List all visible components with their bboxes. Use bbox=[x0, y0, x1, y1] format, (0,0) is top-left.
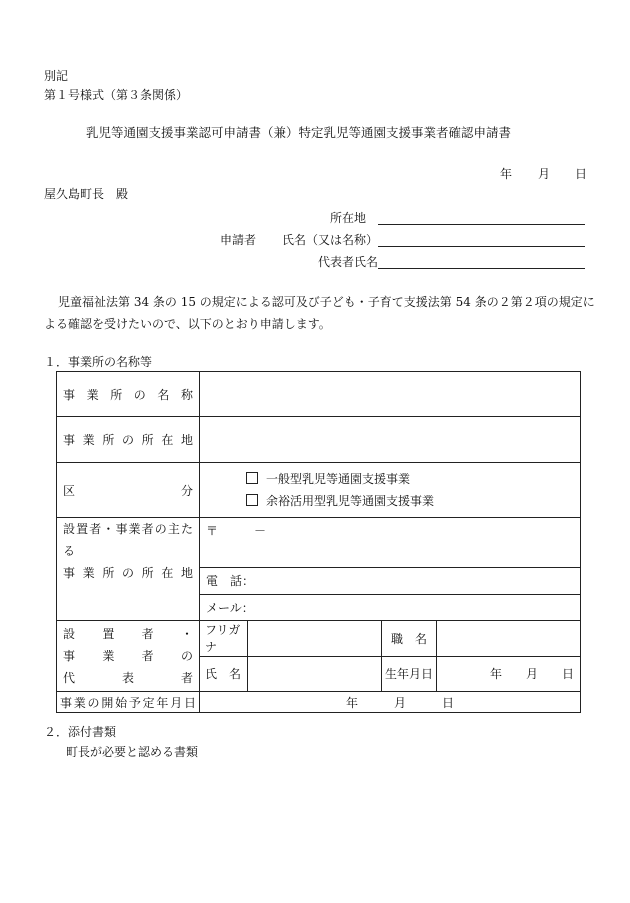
category-options bbox=[200, 463, 581, 518]
intro-line-2: よる確認を受けたいので、以下のとおり申請します。 bbox=[44, 317, 331, 331]
category-label: 区分 bbox=[57, 463, 200, 518]
representative-cell bbox=[57, 621, 200, 692]
mail-field[interactable]: メール： bbox=[200, 594, 581, 620]
date-month: 月 bbox=[538, 167, 551, 181]
addressee: 屋久島町長 殿 bbox=[44, 187, 129, 201]
attachment-item: 町長が必要と認める書類 bbox=[66, 745, 199, 759]
name-label: 氏名（又は名称） bbox=[282, 233, 379, 247]
representative-label: 代表者氏名 bbox=[318, 255, 379, 269]
office-name-field[interactable] bbox=[200, 372, 581, 417]
date-day: 日 bbox=[575, 167, 588, 181]
option-general[interactable]: 一般型乳児等通園支援事業 bbox=[246, 468, 580, 490]
start-date-label: 事業の開始予定年月日 bbox=[57, 692, 200, 713]
postal-code-field[interactable]: 〒 － bbox=[200, 518, 581, 568]
birth-label: 生年月日 bbox=[382, 656, 437, 692]
post-label: 職 名 bbox=[382, 621, 437, 657]
founder-address-line2: 事業所の所在地 bbox=[63, 566, 193, 580]
birth-field[interactable]: 年 月 日 bbox=[437, 656, 581, 692]
founder-address-label bbox=[57, 518, 200, 621]
office-address-label: 事業所の所在地 bbox=[57, 417, 200, 463]
document-title: 乳児等通園支援事業認可申請書（兼）特定乳児等通園支援事業者確認申請書 bbox=[86, 125, 512, 140]
furigana-label: フリガナ bbox=[200, 621, 248, 657]
furigana-field[interactable] bbox=[248, 621, 382, 657]
option-surplus[interactable]: 余裕活用型乳児等通園支援事業 bbox=[246, 490, 580, 512]
office-address-field[interactable] bbox=[200, 417, 581, 463]
checkbox-surplus[interactable] bbox=[246, 494, 258, 506]
rep-label-line3: 代表者 bbox=[63, 671, 193, 685]
rep-name-field[interactable] bbox=[248, 656, 382, 692]
office-name-label: 事業所の名称 bbox=[57, 372, 200, 417]
start-date-field[interactable]: 年 月 日 bbox=[200, 692, 581, 713]
post-field[interactable] bbox=[437, 621, 581, 657]
rep-label-line2: 事業者の bbox=[63, 649, 193, 663]
application-table bbox=[56, 371, 581, 713]
founder-address-line1: 設置者・事業者の主たる bbox=[63, 522, 193, 558]
address-label: 所在地 bbox=[330, 211, 367, 225]
section1-heading: １．事業所の名称等 bbox=[44, 355, 153, 369]
rep-name-label: 氏 名 bbox=[200, 656, 248, 692]
representative-line[interactable] bbox=[378, 268, 585, 269]
section2-heading: ２．添付書類 bbox=[44, 725, 117, 739]
intro-line-1: 児童福祉法第 34 条の 15 の規定による認可及び子ども・子育て支援法第 54 条の２第２項の規定に bbox=[58, 295, 595, 309]
phone-field[interactable]: 電 話： bbox=[200, 567, 581, 594]
appendix-label: 別記 bbox=[44, 69, 69, 83]
applicant-label: 申請者 bbox=[220, 233, 257, 247]
name-line[interactable] bbox=[378, 246, 585, 247]
address-line[interactable] bbox=[378, 224, 585, 225]
form-number: 第１号様式（第３条関係） bbox=[44, 88, 189, 102]
checkbox-general[interactable] bbox=[246, 472, 258, 484]
rep-label-line1: 設置者・ bbox=[63, 627, 193, 641]
date-year: 年 bbox=[500, 167, 513, 181]
